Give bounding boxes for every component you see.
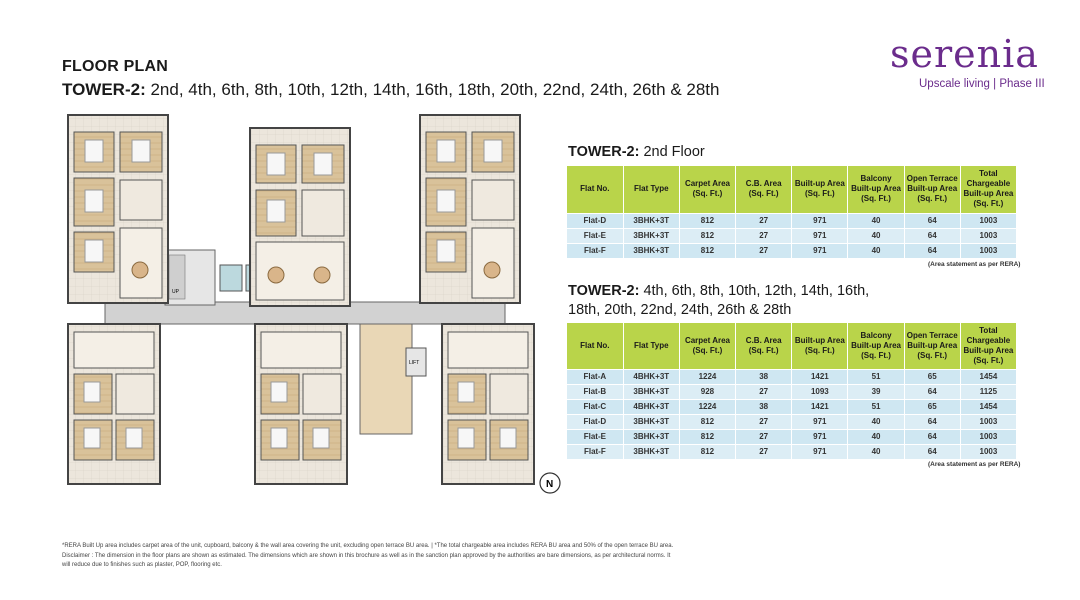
table-cell: 64 — [904, 444, 960, 459]
table-cell: 51 — [848, 369, 904, 384]
table2-title-floors-line2: 18th, 20th, 22nd, 24th, 26th & 28th — [568, 302, 792, 318]
area-table-typical-floors — [567, 323, 1017, 459]
footer-disclaimer — [62, 542, 802, 571]
table-cell: Flat-A — [567, 369, 623, 384]
table-cell: 928 — [679, 384, 735, 399]
table-cell: 971 — [792, 429, 848, 444]
table-row — [567, 228, 1017, 243]
footer-line-1: *RERA Built Up area includes carpet area of the unit, cupboard, balcony & the wall area covering the unit, excluding open terrace BU area. | *The total chargeable area includes RERA BU area and 50% of the open terrace BU area. — [62, 543, 674, 549]
table-cell: 3BHK+3T — [623, 414, 679, 429]
page-subtitle — [62, 80, 719, 100]
table-cell: 812 — [679, 444, 735, 459]
table-cell: 27 — [736, 414, 792, 429]
table-cell: 1003 — [960, 429, 1016, 444]
table-cell: 4BHK+3T — [623, 369, 679, 384]
table-cell: 27 — [736, 228, 792, 243]
table-row — [567, 369, 1017, 384]
column-header: Built-up Area (Sq. Ft.) — [792, 323, 848, 369]
table-row — [567, 399, 1017, 414]
table-cell: 40 — [848, 213, 904, 228]
table-cell: 812 — [679, 228, 735, 243]
table-cell: 38 — [736, 369, 792, 384]
table2-title-tower: TOWER-2: — [568, 283, 640, 299]
table2-rera-note: (Area statement as per RERA) — [928, 461, 1021, 468]
north-compass-icon — [540, 473, 560, 493]
table-cell: 1003 — [960, 228, 1016, 243]
table2-title-floors-line1: 4th, 6th, 8th, 10th, 12th, 14th, 16th, — [639, 283, 870, 299]
table-cell: 3BHK+3T — [623, 228, 679, 243]
column-header: Balcony Built-up Area (Sq. Ft.) — [848, 323, 904, 369]
table-cell: 812 — [679, 429, 735, 444]
column-header: Carpet Area (Sq. Ft.) — [679, 166, 735, 213]
table-cell: 1421 — [792, 369, 848, 384]
column-header: Balcony Built-up Area (Sq. Ft.) — [848, 166, 904, 213]
flat-top-left — [68, 115, 168, 303]
column-header: Flat No. — [567, 166, 623, 213]
table-cell: 812 — [679, 213, 735, 228]
table-cell: 65 — [904, 369, 960, 384]
table1-title-tower: TOWER-2: — [568, 144, 640, 160]
table-row — [567, 444, 1017, 459]
table1-title — [568, 143, 705, 162]
table-cell: 64 — [904, 228, 960, 243]
table-row — [567, 384, 1017, 399]
table1-rera-note: (Area statement as per RERA) — [928, 261, 1021, 268]
table1-title-floor: 2nd Floor — [639, 144, 705, 160]
table-cell: Flat-C — [567, 399, 623, 414]
table-cell: 27 — [736, 243, 792, 258]
table-row — [567, 414, 1017, 429]
compass-label: N — [546, 479, 554, 490]
table-cell: 971 — [792, 414, 848, 429]
table-cell: 1003 — [960, 213, 1016, 228]
table-cell: Flat-E — [567, 429, 623, 444]
column-header: C.B. Area (Sq. Ft.) — [736, 166, 792, 213]
logo-tagline: Upscale living | Phase III — [919, 78, 1045, 90]
table-cell: 27 — [736, 429, 792, 444]
lift-label: LIFT — [409, 360, 420, 366]
page-title: FLOOR PLAN — [62, 58, 168, 75]
table-cell: 65 — [904, 399, 960, 414]
table-cell: Flat-F — [567, 243, 623, 258]
flat-top-middle — [250, 128, 350, 306]
flat-bottom-middle — [255, 324, 347, 484]
table-cell: 1093 — [792, 384, 848, 399]
table-cell: 1003 — [960, 414, 1016, 429]
column-header: Total Chargeable Built-up Area (Sq. Ft.) — [960, 323, 1016, 369]
table2-title — [568, 282, 869, 320]
table-cell: 1454 — [960, 369, 1016, 384]
table-cell: 51 — [848, 399, 904, 414]
table-cell: 39 — [848, 384, 904, 399]
table-cell: 40 — [848, 429, 904, 444]
table-cell: 27 — [736, 213, 792, 228]
table-cell: Flat-E — [567, 228, 623, 243]
table-cell: 1421 — [792, 399, 848, 414]
table-cell: 971 — [792, 444, 848, 459]
table-cell: 3BHK+3T — [623, 429, 679, 444]
table-cell: 4BHK+3T — [623, 399, 679, 414]
flat-bottom-right — [442, 324, 534, 484]
table-cell: 1003 — [960, 444, 1016, 459]
table-cell: 64 — [904, 414, 960, 429]
table-cell: 971 — [792, 228, 848, 243]
subtitle-tower: TOWER-2: — [62, 80, 146, 99]
flat-bottom-left — [68, 324, 160, 484]
table-cell: 3BHK+3T — [623, 243, 679, 258]
table-cell: 1224 — [679, 399, 735, 414]
table-row — [567, 243, 1017, 258]
column-header: Carpet Area (Sq. Ft.) — [679, 323, 735, 369]
table-row — [567, 213, 1017, 228]
table-cell: 40 — [848, 414, 904, 429]
table-cell: Flat-D — [567, 414, 623, 429]
table-cell: 64 — [904, 384, 960, 399]
table-cell: Flat-B — [567, 384, 623, 399]
column-header: Open Terrace Built-up Area (Sq. Ft.) — [904, 323, 960, 369]
floor-plan-drawing — [60, 110, 554, 500]
table-cell: 64 — [904, 243, 960, 258]
footer-line-3: will reduce due to finishes such as plaster, POP, flooring etc. — [62, 562, 222, 568]
column-header: Flat Type — [623, 323, 679, 369]
column-header: Open Terrace Built-up Area (Sq. Ft.) — [904, 166, 960, 213]
flat-top-right — [420, 115, 520, 303]
table-cell: 40 — [848, 444, 904, 459]
table-cell: 971 — [792, 213, 848, 228]
table-cell: 812 — [679, 414, 735, 429]
table-cell: 27 — [736, 384, 792, 399]
table-cell: 38 — [736, 399, 792, 414]
stair-up-label: UP — [172, 289, 179, 295]
table-cell: 3BHK+3T — [623, 213, 679, 228]
column-header: Total Chargeable Built-up Area (Sq. Ft.) — [960, 166, 1016, 213]
subtitle-floors: 2nd, 4th, 6th, 8th, 10th, 12th, 14th, 16th, 18th, 20th, 22nd, 24th, 26th & 28th — [145, 80, 720, 99]
column-header: C.B. Area (Sq. Ft.) — [736, 323, 792, 369]
table-cell: 40 — [848, 243, 904, 258]
table-cell: 3BHK+3T — [623, 384, 679, 399]
table-cell: 812 — [679, 243, 735, 258]
table-cell: 3BHK+3T — [623, 444, 679, 459]
table-cell: 40 — [848, 228, 904, 243]
table-cell: Flat-D — [567, 213, 623, 228]
table-row — [567, 429, 1017, 444]
table-cell: 27 — [736, 444, 792, 459]
brand-logo — [890, 34, 1050, 90]
table-cell: 1454 — [960, 399, 1016, 414]
column-header: Built-up Area (Sq. Ft.) — [792, 166, 848, 213]
table-cell: 64 — [904, 213, 960, 228]
table-cell: 1224 — [679, 369, 735, 384]
logo-wordmark: serenia — [890, 32, 1039, 76]
table-cell: 64 — [904, 429, 960, 444]
footer-line-2: Disclaimer : The dimension in the floor plans are shown as estimated. The dimensions which are shown in this brochure as well as in the sanction plan approved by the authorities are bare dimensions, as per architectural norms. It — [62, 552, 671, 559]
table-cell: 1003 — [960, 243, 1016, 258]
table-cell: 1125 — [960, 384, 1016, 399]
area-table-2nd-floor — [567, 166, 1017, 258]
table-cell: 971 — [792, 243, 848, 258]
column-header: Flat Type — [623, 166, 679, 213]
table-cell: Flat-F — [567, 444, 623, 459]
column-header: Flat No. — [567, 323, 623, 369]
